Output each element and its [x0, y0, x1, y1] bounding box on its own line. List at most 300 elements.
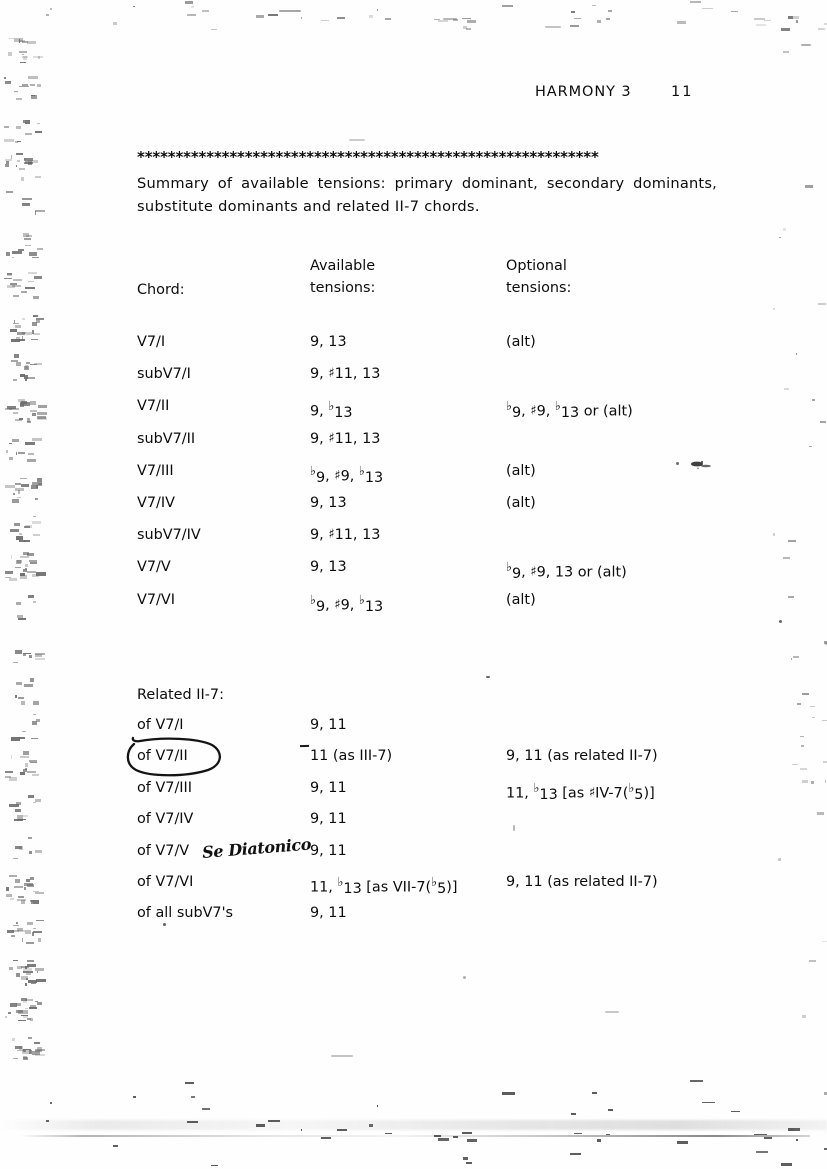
scan-artifact: [25, 966, 27, 968]
scan-artifact: [438, 1138, 450, 1141]
scan-artifact: [191, 1096, 195, 1098]
scan-artifact: [191, 1096, 195, 1098]
scan-artifact: [18, 1020, 27, 1022]
scan-artifact: [13, 279, 22, 281]
scan-artifact: [50, 8, 52, 10]
scan-artifact: [702, 8, 713, 10]
scan-artifact: [23, 56, 27, 59]
scan-artifact: [597, 1139, 601, 1142]
scan-artifact: [26, 978, 28, 980]
scan-artifact: [764, 1137, 772, 1139]
scan-artifact: [35, 176, 41, 178]
scan-artifact: [463, 1157, 469, 1160]
table-row: [0, 527, 827, 559]
scan-artifact: [690, 1080, 703, 1082]
scan-artifact: [818, 28, 826, 30]
scan-artifact: [202, 1108, 210, 1110]
column-header-available-line2: tensions:: [310, 280, 376, 296]
scan-artifact: [781, 1163, 792, 1166]
related-row-available-tensions: 9, 11: [310, 779, 347, 796]
scan-artifact: [781, 1163, 792, 1166]
scan-artifact: [28, 76, 38, 79]
scan-artifact: [113, 1145, 118, 1148]
scan-artifact: [23, 654, 27, 656]
scan-artifact: [597, 1139, 601, 1142]
scan-artifact: [22, 318, 25, 319]
scan-artifact: [202, 1108, 210, 1110]
scan-artifact: [211, 1165, 218, 1166]
scan-artifact: [571, 1113, 576, 1115]
related-row-available-tensions: 9, 11: [310, 811, 347, 828]
scan-artifact: [438, 1138, 450, 1141]
scan-artifact: [608, 1109, 613, 1111]
scan-artifact: [16, 98, 22, 99]
scan-artifact: [592, 1092, 597, 1094]
scan-artifact: [133, 6, 135, 7]
scan-artifact: [185, 1082, 195, 1084]
scan-artifact: [321, 1137, 331, 1138]
scan-artifact: [24, 158, 33, 161]
scan-artifact: [6, 191, 14, 193]
scan-artifact: [571, 1113, 576, 1115]
scan-artifact: [17, 160, 20, 162]
scan-artifact: [23, 1056, 27, 1060]
scan-artifact: [21, 1015, 27, 1016]
scan-artifact: [462, 1132, 473, 1134]
scan-artifact: [133, 1096, 136, 1097]
scan-artifact: [731, 1111, 739, 1113]
related-row-chord-label: of V7/VI: [137, 873, 194, 890]
scan-artifact: [23, 653, 31, 655]
scan-artifact: [796, 1139, 798, 1142]
scan-artifact: [24, 158, 27, 160]
scan-artifact: [26, 942, 34, 944]
scan-artifact: [809, 960, 816, 962]
scan-artifact: [20, 62, 26, 63]
scan-artifact: [211, 1165, 218, 1166]
scan-artifact: [30, 1005, 36, 1008]
scan-artifact: [113, 1145, 118, 1148]
scan-artifact: [7, 285, 15, 287]
scan-artifact: [23, 971, 33, 973]
scan-artifact: [35, 968, 43, 971]
related-row-optional-tensions: 9, 11 (as related II-7): [506, 748, 658, 765]
scan-artifact: [677, 1141, 688, 1144]
related-row-available-tensions: 9, 11: [310, 905, 347, 922]
scan-artifact: [608, 1109, 613, 1111]
scan-artifact: [185, 1082, 195, 1084]
scan-artifact: [38, 56, 40, 59]
scan-artifact: [337, 17, 345, 19]
scan-artifact: [377, 1105, 378, 1107]
scan-artifact: [5, 1016, 6, 1018]
scan-artifact: [37, 123, 40, 124]
scan-artifact: [781, 28, 790, 31]
scan-artifact: [19, 40, 24, 42]
scan-artifact: [731, 1111, 739, 1113]
scan-artifact: [570, 1153, 581, 1155]
chord-row-optional-tensions: ♭9, ♯9, ♭13 or (alt): [506, 398, 633, 422]
scan-artifact: [462, 18, 471, 20]
scan-artifact: [677, 21, 687, 24]
scan-artifact: [28, 160, 38, 163]
scan-artifact: [18, 697, 25, 699]
scan-artifact: [113, 1145, 118, 1148]
table-row: [0, 334, 827, 366]
scan-artifact: [25, 1008, 27, 1010]
scan-artifact: [463, 1157, 469, 1160]
scan-artifact: [4, 278, 12, 280]
scan-artifact: [764, 1137, 772, 1139]
scan-artifact: [463, 1157, 469, 1160]
scan-artifact: [822, 941, 827, 943]
scan-artifact: [702, 1102, 715, 1104]
scan-artifact: [570, 1153, 581, 1155]
scan-artifact: [16, 126, 21, 128]
scan-artifact: [29, 252, 37, 256]
scan-artifact: [32, 1051, 41, 1055]
scan-artifact: [15, 1046, 22, 1049]
scan-artifact: [27, 960, 35, 963]
scan-artifact: [29, 655, 32, 659]
scan-artifact: [731, 1111, 739, 1113]
scan-artifact: [7, 273, 12, 277]
scan-artifact: [35, 131, 42, 132]
scan-artifact: [28, 1037, 32, 1039]
scan-artifact: [33, 714, 36, 715]
scan-artifact: [796, 1139, 798, 1142]
scan-artifact: [791, 658, 792, 660]
scan-artifact: [466, 1162, 472, 1165]
scan-artifact: [466, 1162, 472, 1165]
scan-artifact: [756, 1151, 768, 1153]
scan-artifact: [608, 1109, 613, 1111]
scan-artifact: [702, 1102, 715, 1104]
scan-artifact: [592, 1092, 597, 1094]
scan-artifact: [597, 1139, 601, 1142]
scan-artifact: [592, 1092, 597, 1094]
scan-artifact: [756, 1151, 768, 1153]
scan-artifact: [756, 1151, 768, 1153]
scan-artifact: [467, 1139, 477, 1142]
scan-artifact: [12, 251, 22, 255]
scan-artifact: [33, 315, 38, 317]
scan-artifact: [438, 1138, 450, 1141]
table-row: [0, 559, 827, 591]
scan-artifact: [23, 1057, 28, 1060]
scan-artifact: [202, 1108, 210, 1110]
scan-artifact: [37, 1047, 43, 1051]
scan-artifact: [783, 228, 786, 230]
scan-artifact: [779, 237, 781, 238]
scan-artifact: [608, 1109, 613, 1111]
scan-artifact: [756, 1151, 768, 1153]
scan-artifact: [571, 1113, 576, 1115]
scan-artifact: [570, 1153, 581, 1155]
scan-artifact: [26, 235, 32, 237]
scan-artifact: [756, 1151, 768, 1153]
scan-artifact: [23, 1016, 28, 1018]
scan-artifact: [25, 999, 33, 1001]
scan-artifact: [773, 308, 774, 310]
scan-artifact: [781, 1163, 792, 1166]
scan-artifact: [377, 1105, 378, 1107]
scan-artifact: [467, 1139, 477, 1142]
scan-artifact: [18, 249, 24, 251]
scan-artifact: [16, 682, 22, 684]
scan-artifact: [690, 1080, 703, 1082]
scan-artifact: [32, 257, 39, 258]
scan-artifact: [793, 16, 799, 19]
scan-artifact: [50, 1102, 52, 1104]
scan-artifact: [27, 964, 37, 967]
scan-artifact: [15, 141, 17, 143]
scan-artifact: [502, 1092, 515, 1095]
related-row-available-tensions: 11 (as III-7): [310, 748, 393, 765]
scan-artifact: [788, 16, 793, 19]
table-row: [0, 843, 827, 874]
scan-artifact: [25, 983, 27, 985]
table-row: [0, 398, 827, 430]
column-header-optional-line1: Optional: [506, 258, 567, 274]
scan-artifact: [467, 1139, 477, 1142]
scan-artifact: [191, 1096, 195, 1098]
scan-artifact: [764, 1137, 772, 1139]
scan-artifact: [463, 1157, 469, 1160]
scan-artifact: [113, 1145, 118, 1148]
chord-row-optional-tensions: (alt): [506, 494, 536, 511]
handwritten-dash-mark: [300, 745, 309, 747]
column-header-optional-line2: tensions:: [506, 280, 572, 296]
scan-artifact: [23, 233, 29, 237]
scan-artifact: [796, 1139, 798, 1142]
scan-artifact: [19, 1046, 23, 1049]
chord-row-available-tensions: 9, ♭13: [310, 398, 353, 422]
scan-artifact: [321, 1137, 331, 1138]
scan-artifact: [502, 1092, 515, 1095]
scan-artifact: [35, 1054, 44, 1056]
scan-artifact: [38, 938, 41, 942]
scan-artifact: [24, 238, 31, 240]
scan-artifact: [731, 1111, 739, 1113]
chord-row-chord-label: V7/V: [137, 559, 171, 576]
chord-row-chord-label: V7/I: [137, 334, 166, 350]
scan-artifact: [702, 1102, 715, 1104]
scan-artifact: [211, 1165, 218, 1166]
scan-artifact: [377, 1105, 378, 1107]
scan-artifact: [597, 1139, 601, 1142]
scan-artifact: [502, 1092, 515, 1095]
scan-artifact: [202, 1108, 210, 1110]
scan-artifact: [35, 1050, 41, 1052]
scan-artifact: [24, 684, 33, 687]
scan-artifact: [592, 1092, 597, 1094]
scan-artifact: [796, 1139, 798, 1142]
scan-artifact: [211, 1165, 218, 1166]
scan-artifact: [677, 1141, 688, 1144]
scan-artifact: [502, 5, 513, 8]
scan-artifact: [606, 18, 610, 19]
scan-artifact: [191, 1096, 195, 1098]
scan-artifact: [797, 703, 801, 705]
scan-artifact: [574, 18, 581, 19]
related-row-chord-label: of V7/II: [137, 748, 188, 765]
scan-artifact: [28, 272, 37, 274]
scan-artifact: [12, 257, 14, 258]
scan-artifact: [35, 211, 37, 215]
scan-artifact: [377, 1105, 378, 1107]
chord-row-optional-tensions: (alt): [506, 334, 536, 350]
scan-artifact: [191, 6, 195, 8]
chord-row-available-tensions: 9, 13: [310, 334, 347, 350]
scan-artifact: [50, 1102, 52, 1104]
table-row: [0, 431, 827, 463]
scan-artifact: [571, 11, 575, 13]
scan-artifact: [4, 139, 14, 142]
scan-artifact: [463, 1157, 469, 1160]
scan-artifact: [185, 1082, 195, 1084]
scan-artifact: [12, 1038, 15, 1041]
scan-artifact: [133, 1096, 136, 1097]
scan-artifact: [467, 1139, 477, 1142]
scan-artifact: [35, 658, 44, 660]
scan-artifact: [754, 18, 765, 19]
scan-artifact: [321, 1137, 331, 1138]
column-header-available-line1: Available: [310, 258, 376, 274]
scan-artifact: [4, 126, 9, 128]
scan-artifact: [35, 210, 45, 213]
scan-artifact: [21, 177, 24, 180]
scan-artifact: [14, 320, 15, 323]
scan-artifact: [796, 1139, 798, 1142]
scan-artifact: [731, 1111, 739, 1113]
scan-artifact: [24, 162, 33, 165]
scan-artifact: [702, 1102, 715, 1104]
scan-artifact: [187, 14, 196, 16]
ink-speck: [279, 10, 301, 12]
scan-artifact: [15, 695, 18, 698]
chord-tension-table: [0, 334, 827, 624]
scan-artifact: [16, 153, 23, 156]
scan-artifact: [185, 1082, 195, 1084]
scan-artifact: [16, 973, 20, 977]
scan-artifact: [22, 54, 23, 56]
scan-artifact: [463, 1157, 469, 1160]
scan-artifact: [690, 1080, 703, 1082]
scan-artifact: [377, 1105, 378, 1107]
scan-artifact: [36, 318, 44, 320]
scan-artifact: [466, 1162, 472, 1165]
scan-artifact: [321, 1137, 331, 1138]
scan-artifact: [202, 1108, 210, 1110]
scan-artifact: [202, 1108, 210, 1110]
scan-artifact: [321, 1137, 331, 1138]
scan-artifact: [802, 693, 809, 695]
scan-artifact: [113, 1145, 118, 1148]
scan-artifact: [702, 1102, 715, 1104]
scan-artifact: [29, 1007, 38, 1008]
scan-artifact: [23, 120, 25, 123]
scan-artifact: [185, 1082, 195, 1084]
scan-artifact: [571, 1113, 576, 1115]
scan-artifact: [377, 1105, 378, 1107]
scan-dirt-line: [20, 1135, 810, 1137]
scan-artifact: [783, 51, 789, 53]
scan-artifact: [133, 1096, 136, 1097]
scan-artifact: [466, 1162, 472, 1165]
scan-artifact: [10, 1003, 17, 1006]
scan-artifact: [46, 14, 49, 17]
scan-artifact: [185, 1082, 195, 1084]
scan-artifact: [466, 1162, 472, 1165]
scan-artifact: [597, 1139, 601, 1142]
table-row: [0, 905, 827, 936]
scan-artifact: [764, 1137, 772, 1139]
scan-artifact: [211, 1165, 218, 1166]
scan-artifact: [502, 1092, 515, 1095]
scan-artifact: [50, 8, 52, 10]
scan-artifact: [191, 1096, 195, 1098]
related-row-chord-label: of V7/III: [137, 779, 193, 796]
scan-artifact: [438, 1138, 450, 1141]
scan-artifact: [571, 1113, 576, 1115]
scan-artifact: [764, 1137, 772, 1139]
scan-artifact: [19, 168, 25, 170]
scan-artifact: [28, 980, 38, 983]
scan-artifact: [27, 41, 36, 44]
scan-artifact: [571, 1113, 576, 1115]
scan-artifact: [22, 203, 30, 205]
scan-edge-noise-top: [0, 0, 827, 30]
scan-artifact: [570, 1153, 581, 1155]
scan-artifact: [19, 51, 27, 52]
scan-artifact: [677, 1141, 688, 1144]
scan-artifact: [12, 285, 20, 287]
scan-artifact: [462, 1132, 473, 1134]
scan-artifact: [5, 81, 11, 84]
scan-artifact: [592, 5, 596, 7]
scan-artifact: [50, 1102, 52, 1104]
scan-artifact: [731, 1111, 739, 1113]
scan-artifact: [597, 1139, 601, 1142]
scan-artifact: [818, 303, 826, 305]
scan-artifact: [608, 1109, 613, 1111]
scan-artifact: [15, 650, 22, 653]
scan-artifact: [22, 56, 28, 58]
scan-artifact: [731, 1111, 739, 1113]
scan-artifact: [9, 81, 11, 82]
scan-artifact: [592, 1092, 597, 1094]
scan-artifact: [113, 1145, 118, 1148]
scan-artifact: [211, 1165, 218, 1166]
scan-artifact: [462, 1132, 473, 1134]
scan-artifact: [191, 1096, 195, 1098]
scan-artifact: [22, 1050, 31, 1054]
scan-artifact: [502, 1092, 515, 1095]
scan-artifact: [462, 1132, 473, 1134]
scan-artifact: [731, 1111, 739, 1113]
scan-artifact: [690, 1080, 703, 1082]
scan-artifact: [23, 1000, 27, 1003]
scan-artifact: [805, 185, 813, 188]
scan-artifact: [113, 22, 117, 25]
scan-artifact: [608, 1109, 613, 1111]
scan-artifact: [462, 1132, 473, 1134]
scan-artifact: [781, 28, 790, 31]
page-number: 11: [671, 84, 694, 100]
scan-artifact: [592, 1092, 597, 1094]
scan-artifact: [606, 18, 610, 19]
